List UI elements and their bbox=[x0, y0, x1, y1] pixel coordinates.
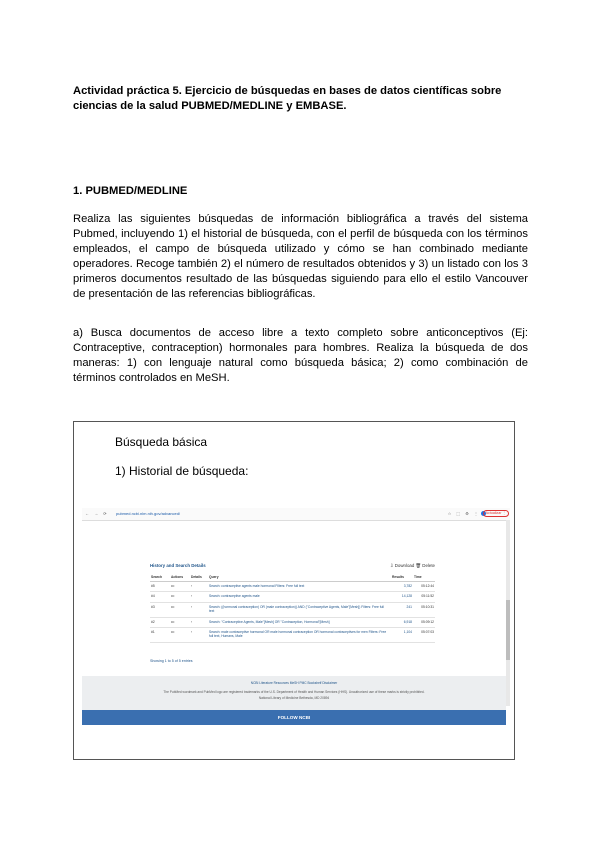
actions-menu[interactable]: ••• bbox=[170, 582, 190, 592]
search-time: 05:09:12 bbox=[413, 617, 435, 627]
column-header: Actions bbox=[170, 574, 190, 582]
table-row bbox=[150, 628, 435, 643]
browser-toolbar bbox=[82, 508, 510, 521]
column-header: Time bbox=[413, 574, 435, 582]
query-text[interactable]: Search: contraceptive agents male hormonal Filters: Free full text bbox=[208, 582, 391, 592]
search-time: 05:11:52 bbox=[413, 592, 435, 602]
figure-heading-history: 1) Historial de búsqueda: bbox=[115, 464, 249, 478]
browser-extension-icons[interactable]: ☆ ⬚ ⚙ ⋮ bbox=[447, 511, 480, 516]
actions-menu[interactable]: ••• bbox=[170, 617, 190, 627]
search-time: 05:07:03 bbox=[413, 628, 435, 643]
history-pagination-info: Showing 1 to 5 of 5 entries bbox=[150, 659, 193, 663]
query-text[interactable]: Search: ((hormonal contraception) OR (male contraception)) AND ("Contraceptive Agents, Male"[Mesh]) Filters: Free full text bbox=[208, 602, 391, 617]
search-number: #5 bbox=[150, 582, 170, 592]
table-row bbox=[150, 602, 435, 617]
table-row bbox=[150, 592, 435, 602]
figure-box bbox=[73, 421, 515, 760]
document-title: Actividad práctica 5. Ejercicio de búsquedas en bases de datos científicas sobre ciencias de la salud PUBMED/MEDLINE y EMBASE. bbox=[73, 85, 502, 112]
ncbi-page-footer bbox=[82, 676, 506, 710]
query-text[interactable]: Search: male contraceptive hormonal OR male hormonal contraception OR hormonal contraceptives for men Filters: Free full text, Humans, Male bbox=[208, 628, 391, 643]
section-heading: 1. PUBMED/MEDLINE bbox=[73, 185, 188, 197]
actions-menu[interactable]: ••• bbox=[170, 628, 190, 643]
figure-heading-basic-search: Búsqueda básica bbox=[115, 435, 208, 449]
update-button[interactable]: Actualizar ⋮ bbox=[483, 510, 509, 517]
table-row bbox=[150, 582, 435, 592]
results-link[interactable]: 6,918 bbox=[391, 617, 413, 627]
actions-menu[interactable]: ••• bbox=[170, 602, 190, 617]
column-header: Results bbox=[391, 574, 413, 582]
search-number: #4 bbox=[150, 592, 170, 602]
results-link[interactable]: 3,782 bbox=[391, 582, 413, 592]
history-actions[interactable]: ⇩ Download 🗑 Delete bbox=[389, 563, 435, 568]
search-time: 05:12:44 bbox=[413, 582, 435, 592]
table-header-row bbox=[150, 574, 435, 582]
instructions-paragraph: Realiza las siguientes búsquedas de información bibliográfica a través del sistema Pubmed, incluyendo 1) el historial de búsqueda, con el perfil de búsqueda con los términos empleados, el campo de búsqueda utilizado y cómo se han combinado mediante operadores. Recoge también 2) el número de resultados obtenidos y 3) un listado con los 3 primeros documentos resultado de las búsquedas siguiendo para ello el estilo Vancouver de presentación de las referencias bibliográficas. bbox=[73, 213, 528, 300]
actions-menu[interactable]: ••• bbox=[170, 592, 190, 602]
details-toggle[interactable]: › bbox=[190, 592, 208, 602]
results-link[interactable]: 241 bbox=[391, 602, 413, 617]
search-number: #1 bbox=[150, 628, 170, 643]
column-header: Details bbox=[190, 574, 208, 582]
page-scrollbar[interactable] bbox=[506, 520, 510, 706]
follow-ncbi-bar[interactable]: FOLLOW NCBI bbox=[82, 710, 506, 725]
table-row bbox=[150, 617, 435, 627]
browser-nav-icons[interactable]: ← → ⟳ bbox=[85, 511, 109, 516]
history-header bbox=[150, 563, 435, 571]
column-header: Search bbox=[150, 574, 170, 582]
search-history-table bbox=[150, 574, 435, 643]
details-toggle[interactable]: › bbox=[190, 628, 208, 643]
pubmed-screenshot bbox=[82, 508, 510, 736]
history-title: History and Search Details bbox=[150, 563, 206, 568]
details-toggle[interactable]: › bbox=[190, 602, 208, 617]
search-number: #3 bbox=[150, 602, 170, 617]
footer-disclaimer: The PubMed wordmark and PubMed logo are registered trademarks of the U.S. Department of Health and Human Services (HHS). Unauthorized use of these marks is strictly prohibited. bbox=[163, 690, 425, 694]
search-number: #2 bbox=[150, 617, 170, 627]
exercise-a-paragraph: a) Busca documentos de acceso libre a texto completo sobre anticonceptivos (Ej: Contraceptive, contraception) hormonales para hombres. Realiza la búsqueda de dos maneras: 1) con lenguaje natural como búsqueda básica; 2) como combinación de términos controlados en MeSH. bbox=[73, 327, 528, 384]
search-time: 05:10:31 bbox=[413, 602, 435, 617]
query-text[interactable]: Search: "Contraceptive Agents, Male"[Mesh] OR "Contraception, Hormonal"[Mesh] bbox=[208, 617, 391, 627]
results-link[interactable]: 1,104 bbox=[391, 628, 413, 643]
footer-links[interactable]: NCBI Literature Resources MeSH PMC Bookshelf Disclaimer bbox=[250, 681, 338, 685]
details-toggle[interactable]: › bbox=[190, 582, 208, 592]
footer-address: National Library of Medicine Bethesda, MD 20894 bbox=[258, 696, 330, 700]
column-header: Query bbox=[208, 574, 391, 582]
address-bar[interactable]: pubmed.ncbi.nlm.nih.gov/advanced/ bbox=[116, 511, 181, 516]
results-link[interactable]: 14,128 bbox=[391, 592, 413, 602]
query-text[interactable]: Search: contraceptive agents male bbox=[208, 592, 391, 602]
scrollbar-thumb[interactable] bbox=[506, 600, 510, 660]
details-toggle[interactable]: › bbox=[190, 617, 208, 627]
